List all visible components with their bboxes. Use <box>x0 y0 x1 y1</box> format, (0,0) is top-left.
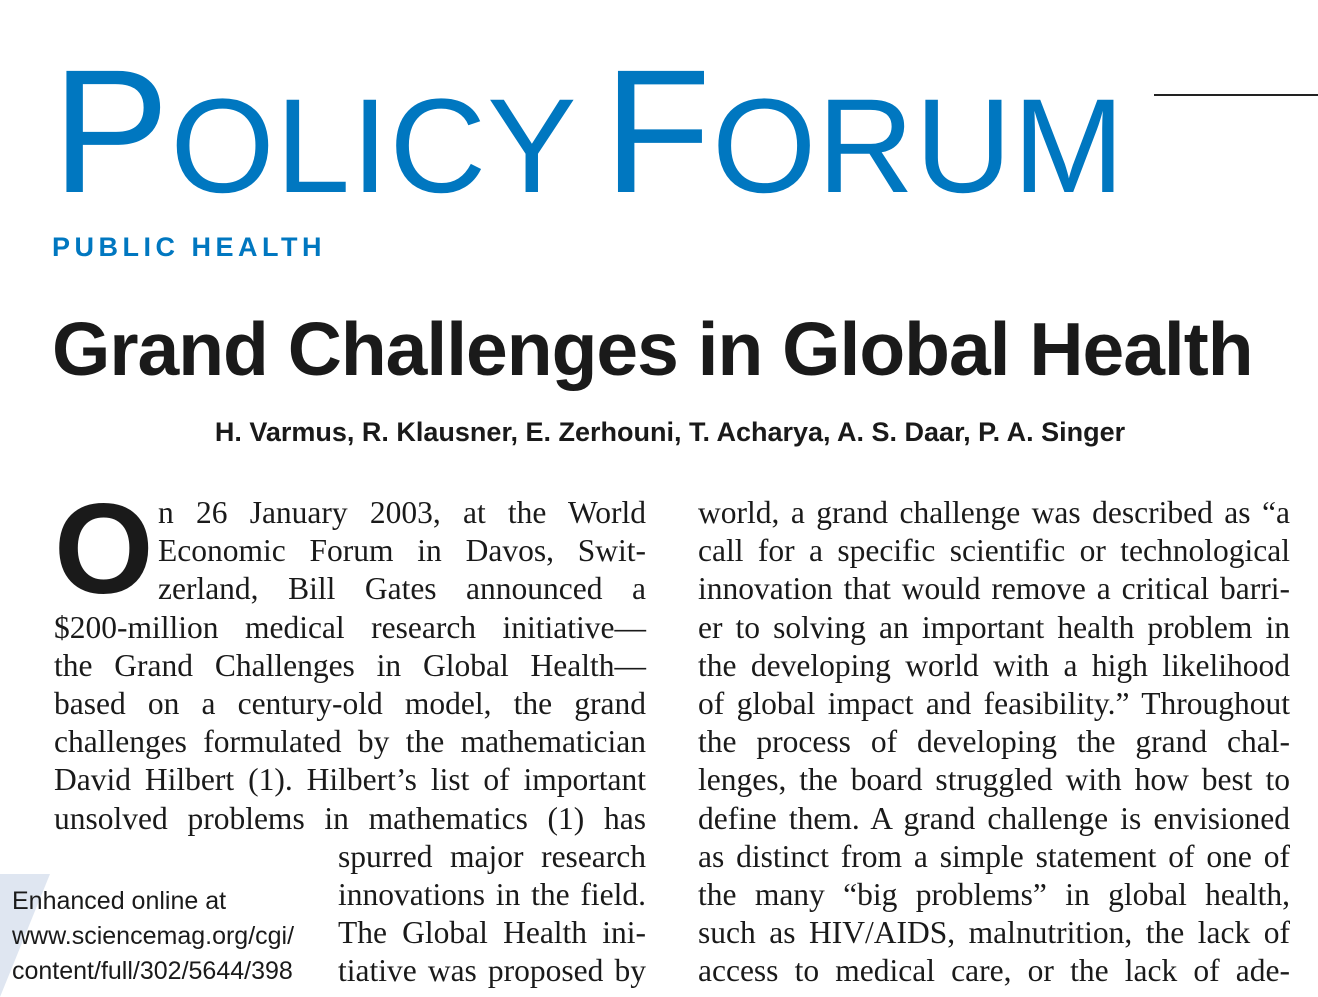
section-label: PUBLIC HEALTH <box>52 232 326 262</box>
body-line: based on a century-old model, the grand <box>54 685 646 721</box>
body-line: $200-million medical research initiative— <box>54 609 646 645</box>
body-line: Economic Forum in Davos, Swit- <box>158 533 646 569</box>
body-line: lenges, the board struggled with how best to <box>698 762 1290 798</box>
body-line: zerland, Bill Gates announced a <box>158 571 646 607</box>
body-line: n 26 January 2003, at the World <box>158 495 646 530</box>
enhanced-online-line: Enhanced online at <box>12 887 227 915</box>
body-line: innovation that would remove a critical barri- <box>698 571 1290 607</box>
body-line: innovations in the field. <box>338 876 646 912</box>
right-column <box>698 494 1290 990</box>
body-line: challenges formulated by the mathematician <box>54 724 646 760</box>
drop-cap: O <box>54 478 154 621</box>
article-title: Grand Challenges in Global Health <box>52 307 1253 391</box>
masthead-rule <box>1154 94 1318 96</box>
enhanced-online-url[interactable]: www.sciencemag.org/cgi/ <box>12 922 295 950</box>
masthead-letter: P <box>52 34 171 230</box>
body-line: The Global Health ini- <box>338 915 646 951</box>
body-line: spurred major research <box>338 838 646 874</box>
enhanced-online-url[interactable]: content/full/302/5644/398 <box>12 957 293 985</box>
body-line: tiative was proposed by <box>338 953 646 989</box>
masthead-letters: OLICY <box>170 72 578 221</box>
body-line: access to medical care, or the lack of ade- <box>698 953 1290 989</box>
body-line: such as HIV/AIDS, malnutrition, the lack of <box>698 915 1290 951</box>
body-line: David Hilbert (1). Hilbert’s list of important <box>54 762 646 798</box>
body-line: of global impact and feasibility.” Throughout <box>698 685 1290 721</box>
body-line: the many “big problems” in global health, <box>698 876 1290 912</box>
author-list: H. Varmus, R. Klausner, E. Zerhouni, T. Acharya, A. S. Daar, P. A. Singer <box>214 417 1126 447</box>
body-line: define them. A grand challenge is envisioned <box>698 800 1290 836</box>
body-line: call for a specific scientific or technological <box>698 533 1290 569</box>
body-line: the Grand Challenges in Global Health— <box>54 647 646 683</box>
body-line: world, a grand challenge was described as “a <box>698 495 1290 530</box>
body-line: the process of developing the grand chal- <box>698 724 1290 760</box>
body-line: as distinct from a simple statement of one of <box>698 838 1290 874</box>
body-line: unsolved problems in mathematics (1) has <box>54 800 646 836</box>
section-masthead <box>52 34 1126 230</box>
masthead-letters: ORUM <box>712 72 1126 221</box>
body-line: er to solving an important health problem in <box>698 609 1290 645</box>
masthead-letter: F <box>603 34 713 230</box>
body-line: the developing world with a high likelihood <box>698 647 1290 683</box>
enhanced-online-note <box>12 884 294 989</box>
